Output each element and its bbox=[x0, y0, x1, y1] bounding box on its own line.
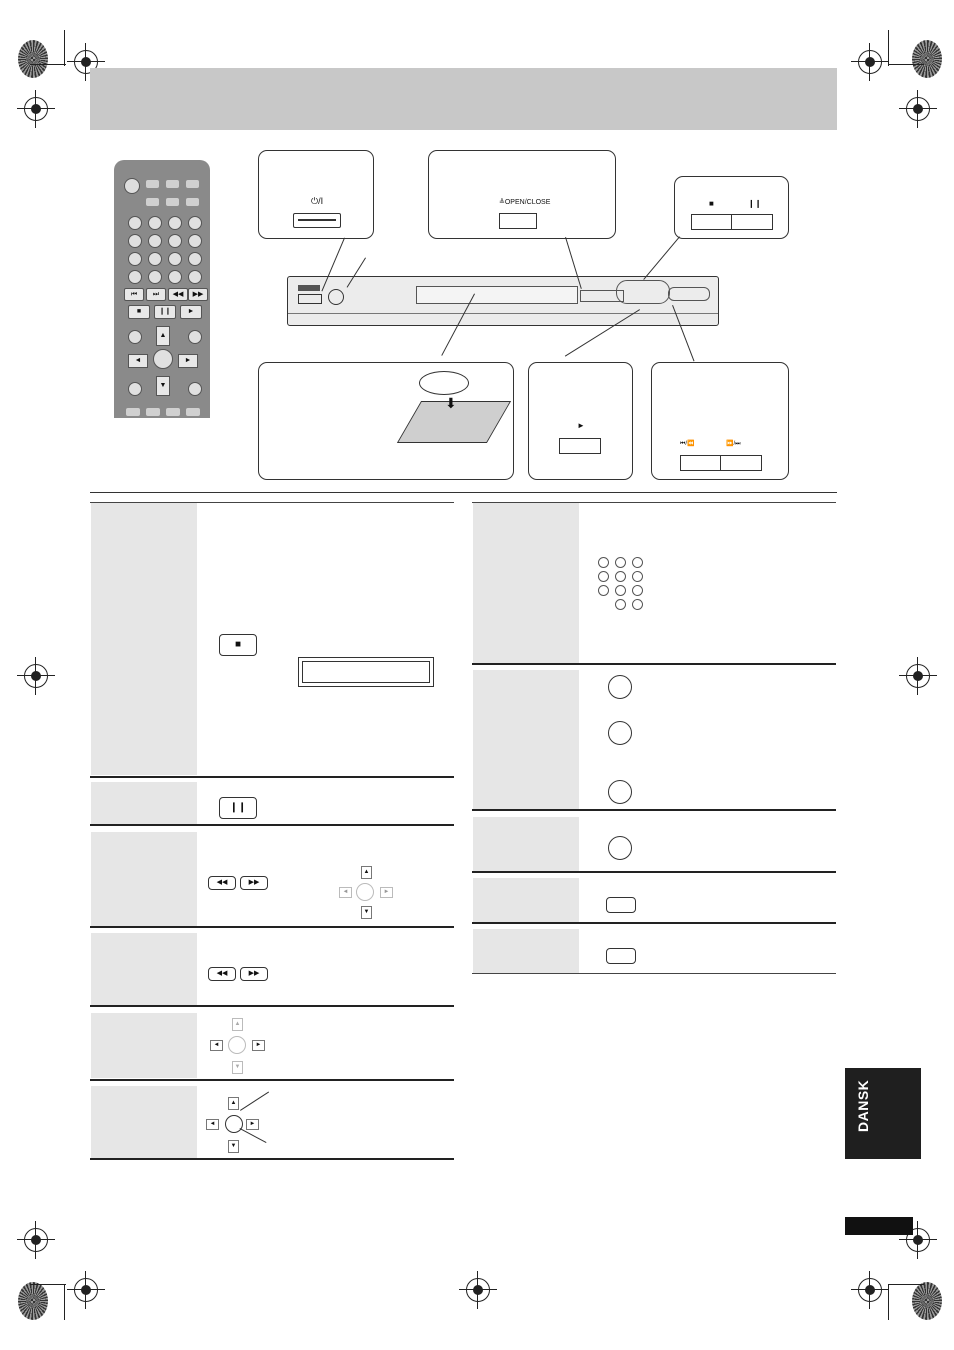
remote-round-button bbox=[128, 330, 142, 344]
skip-back-key-outline bbox=[680, 455, 722, 471]
registration-mark bbox=[24, 664, 48, 688]
down-arrow-icon: ▼ bbox=[232, 1061, 243, 1074]
right-arrow-icon: ► bbox=[246, 1119, 259, 1130]
stop-key-outline bbox=[691, 214, 733, 230]
remote-pause-icon: ❙❙ bbox=[154, 305, 176, 319]
enter-button-icon bbox=[356, 883, 374, 901]
remote-button bbox=[146, 408, 160, 416]
number-key bbox=[148, 270, 162, 284]
row-rule bbox=[472, 973, 836, 974]
pointer-line bbox=[240, 1091, 269, 1110]
row-rule bbox=[472, 663, 836, 665]
right-arrow-icon: ► bbox=[380, 887, 393, 898]
pause-key-outline bbox=[731, 214, 773, 230]
rewind-button-icon: ◀◀ bbox=[208, 876, 236, 890]
fast-forward-button-icon: ▶▶ bbox=[240, 967, 268, 981]
stop-button-icon: ■ bbox=[219, 634, 257, 656]
power-icon: ⏻/I bbox=[311, 196, 324, 206]
skip-fwd-label: ⏩/⏭ bbox=[726, 441, 741, 447]
number-key bbox=[168, 252, 182, 266]
color-target-top-right bbox=[912, 40, 942, 78]
remote-rewind: ◀◀ bbox=[168, 288, 188, 301]
remote-stop-icon: ■ bbox=[128, 305, 150, 319]
disc-icon bbox=[419, 371, 469, 395]
remote-button bbox=[146, 180, 159, 188]
row-rule bbox=[90, 1079, 454, 1081]
down-arrow-icon: ▼ bbox=[361, 906, 372, 919]
callout-stop-pause bbox=[674, 176, 789, 239]
section-divider bbox=[90, 492, 837, 493]
row-label-cell bbox=[473, 670, 579, 809]
left-arrow-icon: ◄ bbox=[206, 1119, 219, 1130]
number-key-1 bbox=[598, 557, 609, 568]
number-key bbox=[188, 252, 202, 266]
row-label-cell bbox=[91, 782, 197, 824]
remote-skip-back: ⏮ bbox=[124, 288, 144, 301]
remote-left-arrow-icon: ◄ bbox=[128, 354, 148, 368]
number-key-8 bbox=[615, 585, 626, 596]
skip-back-label: ⏮/⏪ bbox=[680, 441, 695, 447]
skip-fwd-key-outline bbox=[720, 455, 762, 471]
callout-power bbox=[258, 150, 374, 239]
remote-button bbox=[186, 408, 200, 416]
pointer-line bbox=[240, 1128, 267, 1143]
crop-line bbox=[64, 30, 65, 66]
remote-down-arrow-icon: ▼ bbox=[156, 376, 170, 396]
number-key-2 bbox=[615, 557, 626, 568]
crop-line bbox=[888, 1284, 924, 1285]
function-button-icon bbox=[608, 721, 632, 745]
power-button-icon bbox=[124, 178, 140, 194]
fast-forward-button-icon: ▶▶ bbox=[240, 876, 268, 890]
up-arrow-icon: ▲ bbox=[232, 1018, 243, 1031]
open-close-label: ≜OPEN/CLOSE bbox=[499, 199, 551, 206]
number-key bbox=[188, 216, 202, 230]
registration-mark bbox=[466, 1278, 490, 1302]
power-key-outline bbox=[293, 213, 341, 228]
remote-round-button bbox=[128, 382, 142, 396]
crop-line bbox=[64, 1284, 65, 1320]
number-key-plus10 bbox=[632, 599, 643, 610]
registration-mark bbox=[24, 1228, 48, 1252]
remote-button bbox=[166, 180, 179, 188]
number-key-7 bbox=[598, 585, 609, 596]
up-arrow-icon: ▲ bbox=[361, 866, 372, 879]
left-arrow-icon: ◄ bbox=[339, 887, 352, 898]
row-label-cell bbox=[473, 503, 579, 663]
row-label-cell bbox=[91, 1013, 197, 1078]
row-rule bbox=[472, 922, 836, 924]
function-key-icon bbox=[606, 948, 636, 964]
crop-line bbox=[30, 64, 66, 65]
header-band bbox=[90, 68, 837, 130]
remote-button bbox=[166, 408, 180, 416]
remote-button bbox=[186, 180, 199, 188]
remote-enter-button bbox=[153, 349, 173, 369]
number-key bbox=[128, 252, 142, 266]
number-key bbox=[168, 270, 182, 284]
play-icon: ► bbox=[577, 421, 585, 430]
remote-button bbox=[126, 408, 140, 416]
callout-skip bbox=[651, 362, 789, 480]
pause-icon: ❙❙ bbox=[748, 199, 762, 208]
number-key bbox=[148, 252, 162, 266]
row-label-cell bbox=[91, 933, 197, 1005]
row-rule bbox=[472, 809, 836, 811]
enter-button-icon bbox=[228, 1036, 246, 1054]
right-arrow-icon: ► bbox=[252, 1040, 265, 1051]
number-key-6 bbox=[632, 571, 643, 582]
down-arrow-icon: ▼ bbox=[228, 1140, 239, 1153]
function-button-icon bbox=[608, 675, 632, 699]
number-key bbox=[128, 234, 142, 248]
row-label-cell bbox=[91, 503, 197, 775]
row-rule bbox=[472, 871, 836, 873]
row-rule bbox=[90, 1158, 454, 1160]
remote-control-illustration bbox=[114, 160, 210, 418]
remote-skip-fwd: ⏭ bbox=[146, 288, 166, 301]
number-key bbox=[168, 234, 182, 248]
callout-play bbox=[528, 362, 633, 480]
language-tab-label: DANSK bbox=[855, 1079, 871, 1132]
open-close-key-outline bbox=[499, 213, 537, 229]
row-label-cell bbox=[473, 878, 579, 922]
registration-mark bbox=[858, 1278, 882, 1302]
remote-play-icon: ► bbox=[180, 305, 202, 319]
display-message-box bbox=[298, 657, 434, 687]
enter-button-icon bbox=[225, 1115, 243, 1133]
number-key-0 bbox=[615, 599, 626, 610]
crop-line bbox=[30, 1284, 66, 1285]
number-key-4 bbox=[598, 571, 609, 582]
up-arrow-icon: ▲ bbox=[228, 1097, 239, 1110]
row-rule bbox=[90, 824, 454, 826]
number-key bbox=[148, 216, 162, 230]
number-key bbox=[128, 270, 142, 284]
crop-line bbox=[888, 30, 889, 66]
number-key bbox=[148, 234, 162, 248]
number-key bbox=[168, 216, 182, 230]
registration-mark bbox=[858, 50, 882, 74]
row-rule bbox=[90, 1005, 454, 1007]
row-label-cell bbox=[91, 1086, 197, 1158]
registration-mark bbox=[906, 664, 930, 688]
row-label-cell bbox=[473, 929, 579, 973]
left-arrow-icon: ◄ bbox=[210, 1040, 223, 1051]
remote-button bbox=[146, 198, 159, 206]
number-key-5 bbox=[615, 571, 626, 582]
remote-round-button bbox=[188, 330, 202, 344]
leader-line bbox=[643, 236, 680, 280]
color-target-bottom-right bbox=[912, 1282, 942, 1320]
row-rule bbox=[90, 926, 454, 928]
remote-round-button bbox=[188, 382, 202, 396]
callout-disc-tray bbox=[258, 362, 514, 480]
insert-arrow-icon: ⬇ bbox=[445, 395, 457, 411]
row-rule bbox=[90, 776, 454, 778]
number-key bbox=[128, 216, 142, 230]
remote-fast-forward: ▶▶ bbox=[188, 288, 208, 301]
crop-line bbox=[888, 1284, 889, 1320]
color-target-top-left bbox=[18, 40, 48, 78]
remote-button bbox=[166, 198, 179, 206]
pause-button-icon: ❙❙ bbox=[219, 797, 257, 819]
row-label-cell bbox=[473, 817, 579, 872]
color-target-bottom-left bbox=[18, 1282, 48, 1320]
number-key bbox=[188, 234, 202, 248]
row-label-cell bbox=[91, 832, 197, 926]
crop-line bbox=[888, 64, 924, 65]
registration-mark bbox=[24, 97, 48, 121]
dvd-player-front-panel bbox=[287, 276, 719, 326]
number-key-3 bbox=[632, 557, 643, 568]
rewind-button-icon: ◀◀ bbox=[208, 967, 236, 981]
remote-button bbox=[186, 198, 199, 206]
remote-right-arrow-icon: ► bbox=[178, 354, 198, 368]
remote-up-arrow-icon: ▲ bbox=[156, 326, 170, 346]
page-number-tab bbox=[845, 1217, 913, 1235]
registration-mark bbox=[74, 1278, 98, 1302]
function-button-icon bbox=[608, 836, 632, 860]
language-tab bbox=[845, 1068, 921, 1159]
play-key-outline bbox=[559, 438, 601, 454]
registration-mark bbox=[906, 97, 930, 121]
function-key-icon bbox=[606, 897, 636, 913]
number-key-9 bbox=[632, 585, 643, 596]
stop-icon: ■ bbox=[709, 199, 714, 208]
function-button-icon bbox=[608, 780, 632, 804]
number-key bbox=[188, 270, 202, 284]
callout-open-close bbox=[428, 150, 616, 239]
